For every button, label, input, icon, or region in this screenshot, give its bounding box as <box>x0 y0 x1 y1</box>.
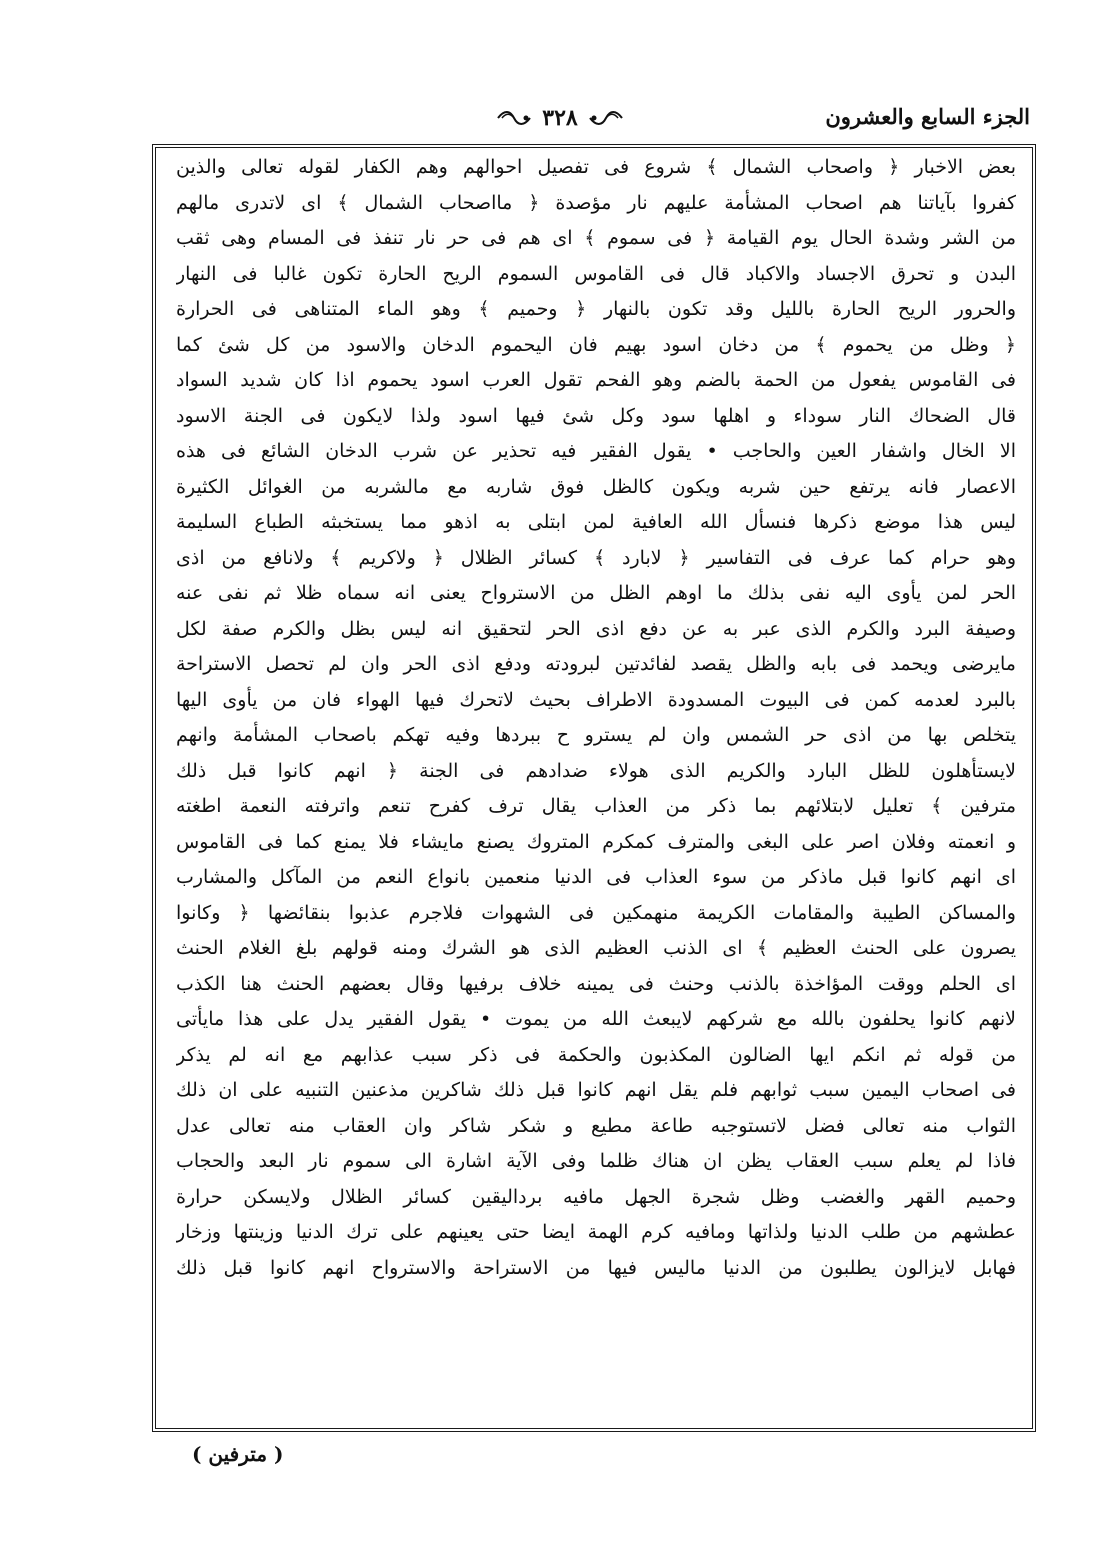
running-title: الجزء السابع والعشرون <box>825 104 1030 129</box>
text-line: وحميم القهر والغضب وظل شجرة الجهل مافيه برداليقين كسائر الظلال ولايسكن حرارة <box>176 1185 1016 1208</box>
text-line: الا الخال واشفار العين والحاجب • يقول الفقير فيه تحذير عن شرب الدخان الشائع فى هذه <box>176 440 1016 462</box>
text-line: الاعصار فانه يرتفع حين شربه ويكون كالظل فوق شاربه مع مالشربه من الغوائل الكثيرة <box>176 475 1016 498</box>
text-line: ليس هذا موضع ذكرها فنسأل الله العافية لمن ابتلى به اذهو مما يستخبثه الطباع السليمة <box>176 511 1016 533</box>
text-line: والمساكن الطيبة والمقامات الكريمة منهمكين فى الشهوات فلاجرم عذبوا بنقائضها ﴿ وكانوا <box>176 901 1016 924</box>
text-line: والحرور الريح الحارة بالليل وقد تكون بالنهار ﴿ وحميم ﴾ وهو الماء المتناهى فى الحرارة <box>176 298 1016 320</box>
text-line: الثواب منه تعالى فضل لاتستوجبه طاعة مطيع و شكر شاكر وان العقاب منه تعالى عدل <box>176 1114 1016 1137</box>
body-text <box>176 150 1016 1286</box>
text-line: وهو حرام كما عرف فى التفاسير ﴿ لابارد ﴾ كسائر الظلال ﴿ ولاكريم ﴾ ولانافع من اذى <box>176 546 1016 569</box>
text-line: اى انهم كانوا قبل ماذكر من سوء العذاب فى الدنيا منعمين بانواع النعم من المآكل والمشارب <box>176 866 1016 888</box>
text-line: فى القاموس يفعول من الحمة بالضم وهو الفحم تقول العرب اسود يحموم اذا كان شديد السواد <box>176 369 1016 391</box>
text-line: من قوله ثم انكم ايها الضالون المكذبون والحكمة فى ذكر سبب عذابهم مع انه لم يذكر <box>176 1043 1016 1066</box>
text-line: بالبرد لعدمه كمن فى البيوت المسدودة الاطراف بحيث لاتحرك فيها الهواء فان من يأوى اليها <box>176 688 1016 711</box>
text-line: يصرون على الحنث العظيم ﴾ اى الذنب العظيم الذى هو الشرك ومنه قولهم بلغ الغلام الحنث <box>176 937 1016 959</box>
page-header <box>150 100 1030 140</box>
text-line: من الشر وشدة الحال يوم القيامة ﴿ فى سموم ﴾ اى هم فى حر نار تنفذ فى المسام وهى ثقب <box>176 227 1016 249</box>
text-line: و انعمته وفلان اصر على البغى والمترف كمكرم المتروك يصنع مايشاء فلا يمنع كما فى القاموس <box>176 830 1016 853</box>
text-line: فى اصحاب اليمين سبب ثوابهم فلم يقل انهم كانوا قبل ذلك شاكرين مذعنين التنبيه على ان ذلك <box>176 1079 1016 1101</box>
right-ornament-icon <box>588 109 624 127</box>
page-number-group <box>470 100 650 136</box>
text-line: مترفين ﴾ تعليل لابتلائهم بما ذكر من العذاب يقال ترف كفرح تنعم واترفته النعمة اطغته <box>176 795 1016 817</box>
text-line: ﴿ وظل من يحموم ﴾ من دخان اسود بهيم فان اليحموم الدخان والاسود من كل شئ كما <box>176 333 1016 356</box>
text-line: اى الحلم ووقت المؤاخذة بالذنب وحنث فى يمينه خلاف برفيها وقال بعضهم الحنث هنا الكذب <box>176 972 1016 995</box>
text-line: عطشهم من طلب الدنيا ولذاتها ومافيه كرم الهمة ايضا حتى يعينهم على ترك الدنيا وزينتها وزخار <box>176 1221 1016 1243</box>
text-line: لانهم كانوا يحلفون بالله مع شركهم لايبعث الله من يموت • يقول الفقير يدل على هذا مايأتى <box>176 1008 1016 1030</box>
text-line: قال الضحاك النار سوداء و اهلها سود وكل شئ فيها اسود ولذا لايكون فى الجنة الاسود <box>176 404 1016 427</box>
text-line: فهابل لايزالون يطلبون من الدنيا ماليس فيها من الاستراحة والاسترواح انهم كانوا قبل ذلك <box>176 1256 1016 1279</box>
catchword: ( مترفين ) <box>192 1442 284 1466</box>
text-line: مايرضى ويحمد فى بابه والظل يقصد لفائدتين لبرودته ودفع اذى الحر وان لم تحصل الاستراحة <box>176 653 1016 675</box>
text-line: كفروا بآياتنا هم اصحاب المشأمة عليهم نار مؤصدة ﴿ مااصحاب الشمال ﴾ اى لاتدرى مالهم <box>176 191 1016 214</box>
text-line: يتخلص بها من اذى حر الشمس وان لم يسترو ح ببردها وفيه تهكم باصحاب المشأمة وانهم <box>176 724 1016 746</box>
text-line: وصيفة البرد والكرم الذى عبر به عن دفع اذى الحر لتحقيق انه ليس بظل والكرم صفة لكل <box>176 617 1016 640</box>
text-line: لايستأهلون للظل البارد والكريم الذى هولاء ضدادهم فى الجنة ﴿ انهم كانوا قبل ذلك <box>176 759 1016 782</box>
left-ornament-icon <box>496 109 532 127</box>
page-number: ٣٢٨ <box>542 105 578 131</box>
text-line: البدن و تحرق الاجساد والاكباد قال فى القاموس السموم الريح الحارة تكون غالبا فى النهار <box>176 262 1016 285</box>
text-line: الحر لمن يأوى اليه نفى بذلك ما اوهم الظل من الاسترواح يعنى انه سماه ظلا ثم نفى عنه <box>176 582 1016 604</box>
text-line: فاذا لم يعلم سبب العقاب يظن ان هناك ظلما وفى الآية اشارة الى سموم نار البعد والحجاب <box>176 1150 1016 1172</box>
text-line: بعض الاخبار ﴿ واصحاب الشمال ﴾ شروع فى تفصيل احوالهم وهم الكفار لقوله تعالى والذين <box>176 156 1016 178</box>
